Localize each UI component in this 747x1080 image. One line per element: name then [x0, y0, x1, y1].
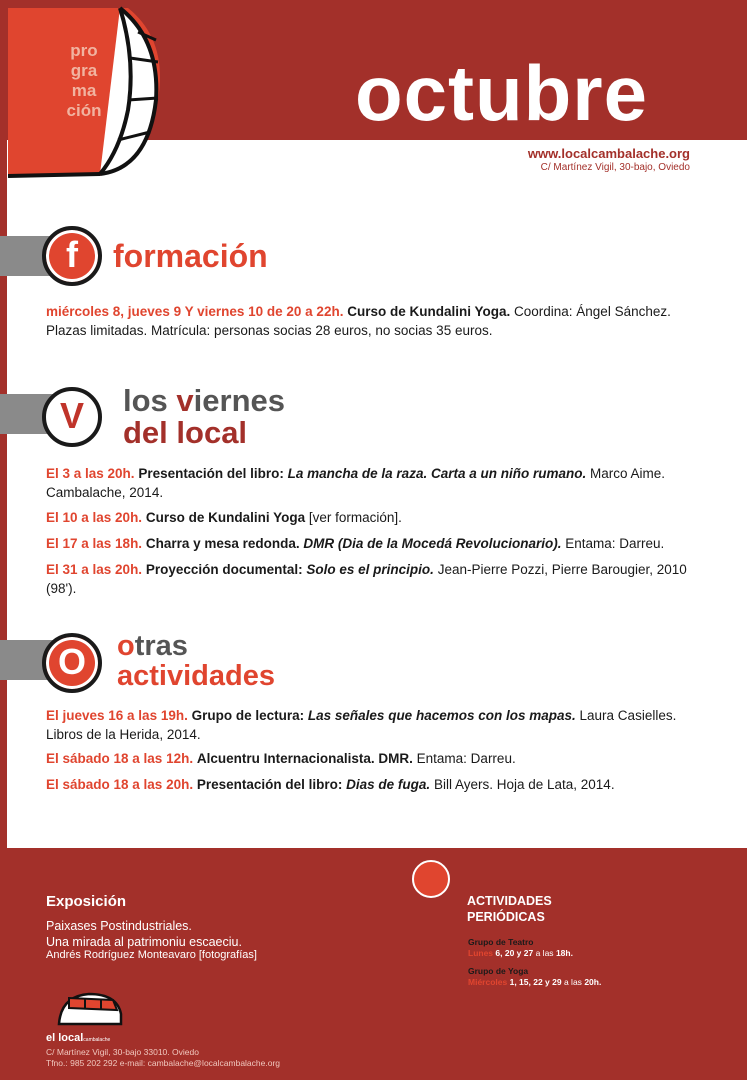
footer-contact: Tfno.: 985 202 292 e-mail: cambalache@localcambalache.org	[46, 1058, 281, 1068]
entry-what: Presentación del libro:	[138, 466, 284, 481]
entry-what: Charra y mesa redonda.	[145, 536, 300, 551]
formacion-title: formación	[113, 238, 268, 274]
entry-rest: Bill Ayers. Hoja de Lata, 2014.	[433, 777, 615, 792]
schedule-mid: a las	[535, 948, 554, 958]
actividades-title	[467, 893, 587, 925]
entry-when: El 3 a las 20h.	[46, 466, 135, 481]
schedule-dates: 6, 20 y 27	[495, 948, 534, 958]
icon-letter: f	[66, 234, 78, 275]
header-address: C/ Martínez Vigil, 30-bajo, Oviedo	[540, 162, 690, 173]
title-part: v	[176, 383, 194, 418]
entry-rest: Coordina: Ángel Sánchez. Plazas limitadas. Matrícula: personas socias 28 euros, no socias 35 euros.	[46, 304, 671, 338]
entry-what: Grupo de lectura:	[191, 708, 305, 723]
teatro-schedule	[468, 937, 573, 959]
entry-what: Proyección documental:	[145, 562, 303, 577]
schedule-time: 20h.	[584, 977, 602, 987]
viernes-title	[123, 385, 285, 449]
entry-when: El jueves 16 a las 19h.	[46, 708, 188, 723]
entry-when: miércoles 8, jueves 9 Y viernes 10 de 20 a 22h.	[46, 304, 344, 319]
programacion-label	[54, 41, 114, 121]
schedule-time: 18h.	[555, 948, 573, 958]
otras-entry	[46, 749, 706, 768]
viernes-entry	[46, 464, 706, 502]
el-local-logo-icon	[55, 990, 125, 1026]
entry-what: Alcuentru Internacionalista. DMR.	[196, 751, 413, 766]
prog-line: gra	[70, 61, 98, 80]
entry-when: El 17 a las 18h.	[46, 536, 143, 551]
entry-rest: Entama: Darreu.	[565, 536, 665, 551]
entry-title: DMR (Dia de la Mocedá Revolucionario).	[303, 536, 562, 551]
brand-name: el local	[46, 1032, 84, 1044]
schedule-day: Lunes	[468, 948, 494, 958]
title-part: tras	[134, 630, 188, 662]
entry-what: Curso de Kundalini Yoga	[145, 510, 306, 525]
otras-title	[117, 631, 275, 691]
schedule-dates: 1, 15, 22 y 29	[509, 977, 562, 987]
entry-rest: [ver formación].	[305, 510, 402, 525]
prog-line: ma	[71, 81, 97, 100]
entry-what: Curso de Kundalini Yoga.	[347, 304, 511, 319]
prog-line: ción	[66, 101, 102, 120]
formacion-entry	[46, 302, 706, 340]
title-part: los	[123, 383, 177, 418]
viernes-entry	[46, 508, 706, 527]
otras-entry	[46, 706, 706, 744]
entry-title: Solo es el principio.	[306, 562, 434, 577]
exposicion-line: Paixases Postindustriales.	[46, 919, 192, 933]
footer-address: C/ Martínez Vigil, 30-bajo 33010. Oviedo	[46, 1047, 199, 1057]
icon-letter: O	[57, 641, 86, 682]
entry-when: El sábado 18 a las 12h.	[46, 751, 194, 766]
viernes-icon	[42, 387, 102, 447]
viernes-entry	[46, 560, 706, 598]
footer-band	[0, 848, 747, 1080]
title-line: PERIÓDICAS	[467, 910, 545, 924]
entry-title: Dias de fuga.	[346, 777, 431, 792]
formacion-icon	[42, 226, 102, 286]
title-part: actividades	[117, 660, 275, 692]
otras-icon	[42, 633, 102, 693]
footer-dot-icon	[412, 860, 450, 898]
title-part: o	[117, 630, 135, 662]
entry-when: El 31 a las 20h.	[46, 562, 143, 577]
el-local-brand	[46, 1032, 110, 1044]
title-part: iernes	[193, 383, 285, 418]
entry-when: El 10 a las 20h.	[46, 510, 143, 525]
entry-title: La mancha de la raza. Carta a un niño rumano.	[287, 466, 587, 481]
brand-sub: cambalache	[83, 1037, 111, 1043]
entry-rest: Laura Casielles. Libros de la Herida, 2014.	[46, 708, 677, 742]
exposicion-line: Una mirada al patrimoniu escaeciu.	[46, 935, 242, 949]
viernes-entry	[46, 534, 706, 553]
exposicion-title: Exposición	[46, 893, 127, 910]
icon-letter: V	[59, 395, 84, 436]
entry-rest: Jean-Pierre Pozzi, Pierre Barougier, 2010 (98').	[46, 562, 687, 596]
entry-when: El sábado 18 a las 20h.	[46, 777, 194, 792]
schedule-day: Miércoles	[468, 977, 508, 987]
yoga-schedule	[468, 966, 601, 988]
title-line: ACTIVIDADES	[467, 894, 552, 908]
prog-line: pro	[70, 41, 98, 60]
entry-what: Presentación del libro:	[196, 777, 343, 792]
entry-rest: Entama: Darreu.	[416, 751, 516, 766]
schedule-label: Grupo de Teatro	[468, 937, 534, 947]
entry-rest: Marco Aime. Cambalache, 2014.	[46, 466, 666, 500]
entry-title: Las señales que hacemos con los mapas.	[307, 708, 576, 723]
website-link[interactable]: www.localcambalache.org	[527, 146, 690, 161]
schedule-label: Grupo de Yoga	[468, 966, 529, 976]
exposicion-author: Andrés Rodríguez Monteavaro [fotografías]	[46, 949, 257, 961]
otras-entry	[46, 775, 706, 794]
month-title: octubre	[355, 49, 649, 137]
title-part: del local	[123, 415, 248, 450]
schedule-mid: a las	[563, 977, 582, 987]
